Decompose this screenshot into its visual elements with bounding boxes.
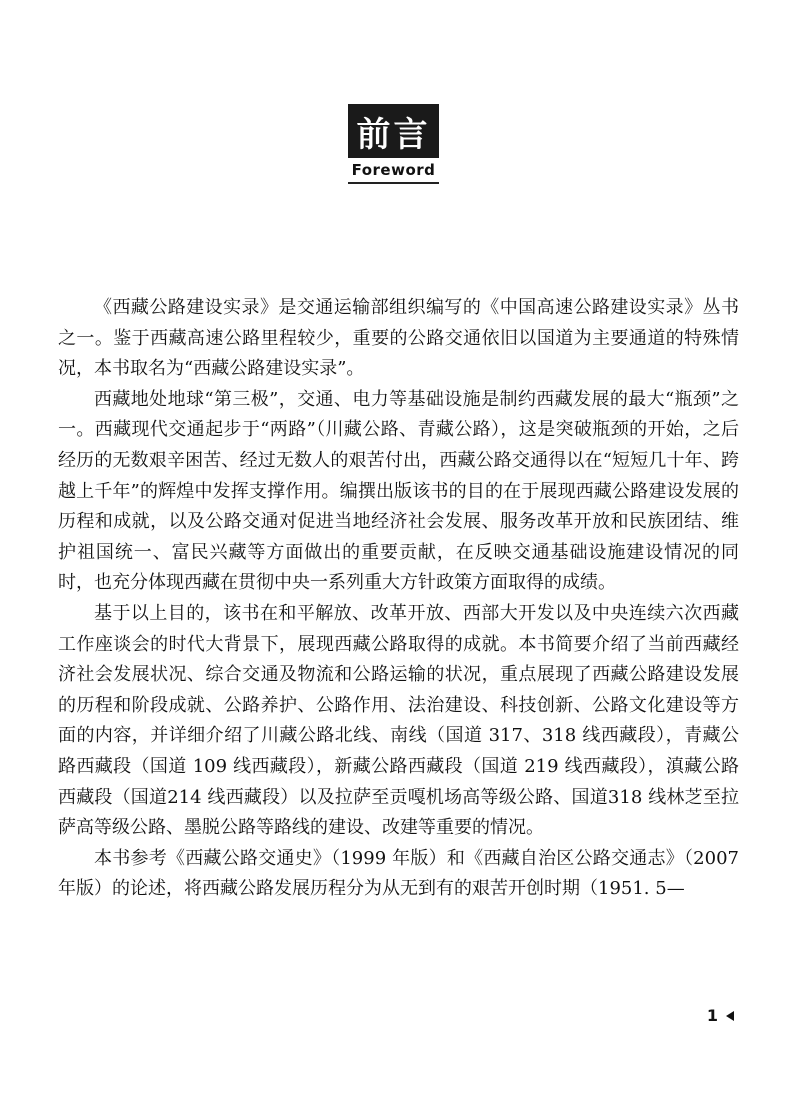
chapter-header: [348, 104, 439, 184]
chapter-title: 前言: [348, 104, 439, 158]
page-footer: [707, 1006, 734, 1025]
subtitle-underline: [348, 182, 439, 184]
paragraph-2: 西藏地处地球“第三极”，交通、电力等基础设施是制约西藏发展的最大“瓶颈”之一。西藏现代交通起步于“两路”（川藏公路、青藏公路），这是突破瓶颈的开始，之后经历的无数艰辛困苦、经过无数人的艰苦付出，西藏公路交通得以在“短短几十年、跨越上千年”的辉煌中发挥支撑作用。编撰出版该书的目的在于展现西藏公路建设发展的历程和成就，以及公路交通对促进当地经济社会发展、服务改革开放和民族团结、维护祖国统一、富民兴藏等方面做出的重要贡献，在反映交通基础设施建设情况的同时，也充分体现西藏在贯彻中央一系列重大方针政策方面取得的成绩。: [58, 388, 739, 594]
foreword-body: [58, 293, 739, 905]
chapter-subtitle: Foreword: [351, 161, 436, 179]
paragraph-1: 《西藏公路建设实录》是交通运输部组织编写的《中国高速公路建设实录》丛书之一。鉴于西藏高速公路里程较少，重要的公路交通依旧以国道为主要通道的特殊情况，本书取名为“西藏公路建设实录”。: [58, 297, 739, 380]
paragraph-3: 基于以上目的，该书在和平解放、改革开放、西部大开发以及中央连续六次西藏工作座谈会的时代大背景下，展现西藏公路取得的成就。本书简要介绍了当前西藏经济社会发展状况、综合交通及物流和公路运输的状况，重点展现了西藏公路建设发展的历程和阶段成就、公路养护、公路作用、法治建设、科技创新、公路文化建设等方面的内容，并详细介绍了川藏公路北线、南线（国道 317、318 线西藏段），青藏公路西藏段（国道 109 线西藏段），新藏公路西藏段（国道 219 线西藏段），滇藏公路西藏段（国道214 线西藏段）以及拉萨至贡嘎机场高等级公路、国道318 线林芝至拉萨高等级公路、墨脱公路等路线的建设、改建等重要的情况。: [58, 602, 739, 839]
page-number: 1: [706, 1006, 718, 1025]
page-marker-triangle-icon: [726, 1011, 734, 1021]
paragraph-4: 本书参考《西藏公路交通史》（1999 年版）和《西藏自治区公路交通志》（2007 年版）的论述，将西藏公路发展历程分为从无到有的艰苦开创时期（1951. 5—: [58, 847, 739, 900]
